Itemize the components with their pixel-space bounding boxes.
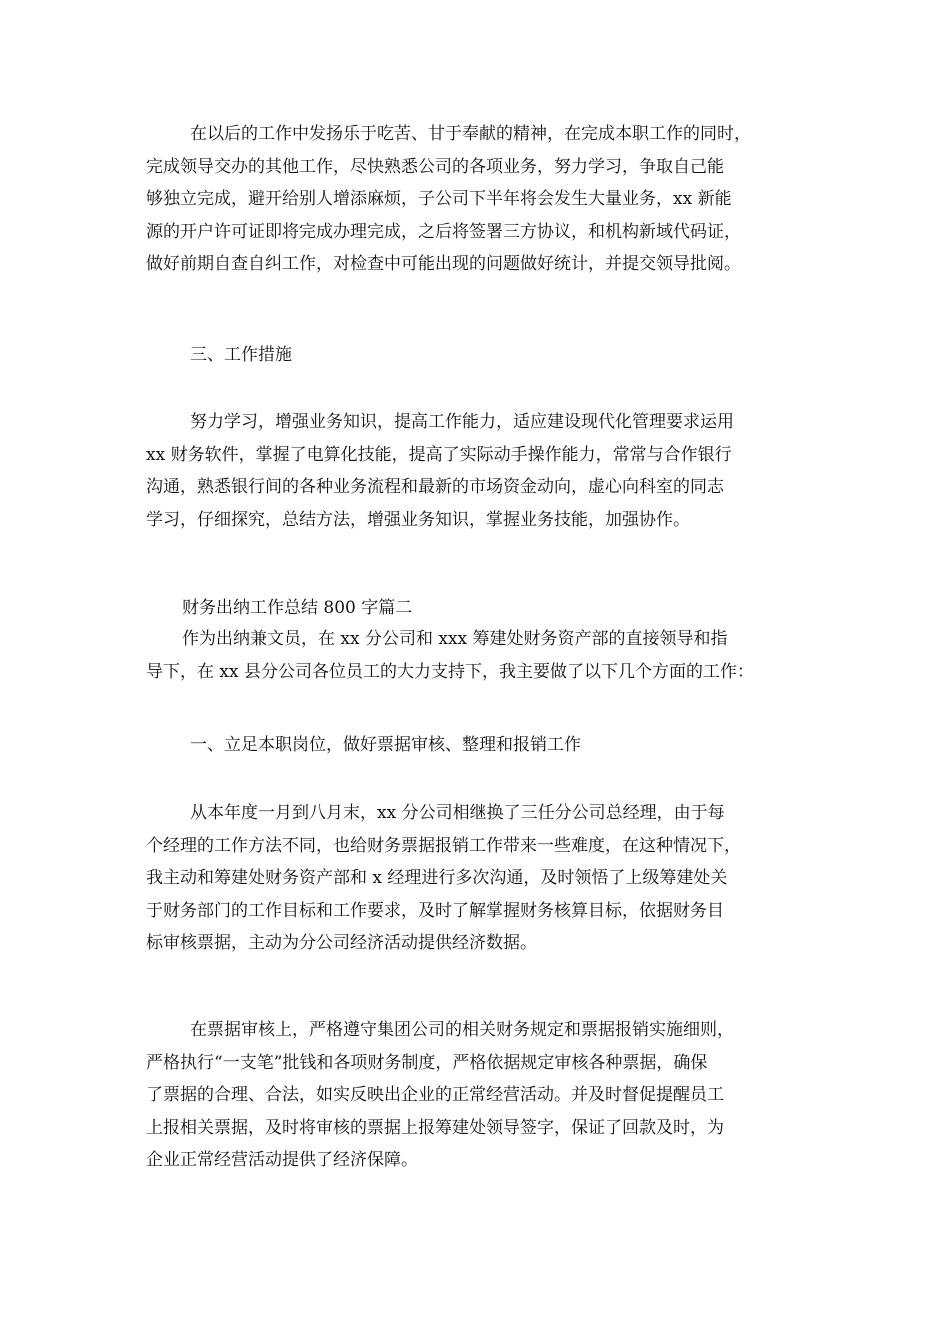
paragraph-line: 做好前期自查自纠工作，对检查中可能出现的问题做好统计，并提交领导批阅。: [146, 254, 741, 274]
paragraph-line: 个经理的工作方法不同，也给财务票据报销工作带来一些难度，在这种情况下，: [146, 835, 741, 856]
paragraph-line: 源的开户许可证即将完成办理完成，之后将签署三方协议，和机构新域代码证，: [146, 221, 741, 242]
section-heading-invoice-review: 一、立足本职岗位，做好票据审核、整理和报销工作: [190, 735, 581, 755]
paragraph-line: xx 财务软件，掌握了电算化技能，提高了实际动手操作能力，常常与合作银行: [146, 444, 732, 465]
paragraph-line: 导下，在 xx 县分公司各位员工的大力支持下，我主要做了以下几个方面的工作：: [146, 661, 754, 682]
section-heading-measures: 三、工作措施: [190, 345, 292, 365]
paragraph-invoice-audit: [146, 1014, 818, 1177]
paragraph-line: 我主动和筹建处财务资产部和 x 经理进行多次沟通，及时领悟了上级筹建处关: [146, 868, 728, 888]
paragraph-line: 标审核票据，主动为分公司经济活动提供经济数据。: [146, 933, 537, 953]
paragraph-line: 在票据审核上，严格遵守集团公司的相关财务规定和票据报销实施细则，: [190, 1020, 734, 1040]
paragraph-line: 完成领导交办的其他工作，尽快熟悉公司的各项业务，努力学习，争取自己能: [146, 156, 724, 177]
paragraph-line: 了票据的合理、合法，如实反映出企业的正常经营活动。并及时督促提醒员工: [146, 1085, 724, 1105]
paragraph-line: 严格执行“一支笔”批钱和各项财务制度，严格依据规定审核各种票据，确保: [146, 1052, 708, 1073]
paragraph-invoice-work: [146, 797, 818, 960]
paragraph-line: 作为出纳兼文员，在 xx 分公司和 xxx 筹建处财务资产部的直接领导和指: [182, 629, 728, 649]
paragraph-line: 够独立完成，避开给别人增添麻烦，子公司下半年将会发生大量业务，xx 新能: [146, 189, 732, 209]
paragraph-line: 企业正常经营活动提供了经济保障。: [146, 1150, 418, 1170]
paragraph-line: 沟通，熟悉银行间的各种业务流程和最新的市场资金动向，虚心向科室的同志: [146, 477, 724, 497]
paragraph-line: 努力学习，增强业务知识，提高工作能力，适应建设现代化管理要求运用: [190, 412, 734, 432]
paragraph-line: 从本年度一月到八月末，xx 分公司相继换了三任分公司总经理，由于每: [190, 803, 725, 823]
paragraph-line: 在以后的工作中发扬乐于吃苦、甘于奉献的精神，在完成本职工作的同时，: [190, 124, 751, 144]
paragraph-line: 于财务部门的工作目标和工作要求，及时了解掌握财务核算目标，依据财务目: [146, 900, 724, 921]
paragraph-intro: [146, 623, 818, 688]
document-subtitle: 财务出纳工作总结 800 字篇二: [182, 598, 413, 618]
paragraph-line: 学习，仔细探究，总结方法，增强业务知识，掌握业务技能，加强协作。: [146, 509, 690, 530]
paragraph-line: 上报相关票据，及时将审核的票据上报筹建处领导签字，保证了回款及时，为: [146, 1117, 724, 1138]
paragraph-continuation-goals: [146, 118, 818, 281]
paragraph-measures: [146, 406, 818, 536]
